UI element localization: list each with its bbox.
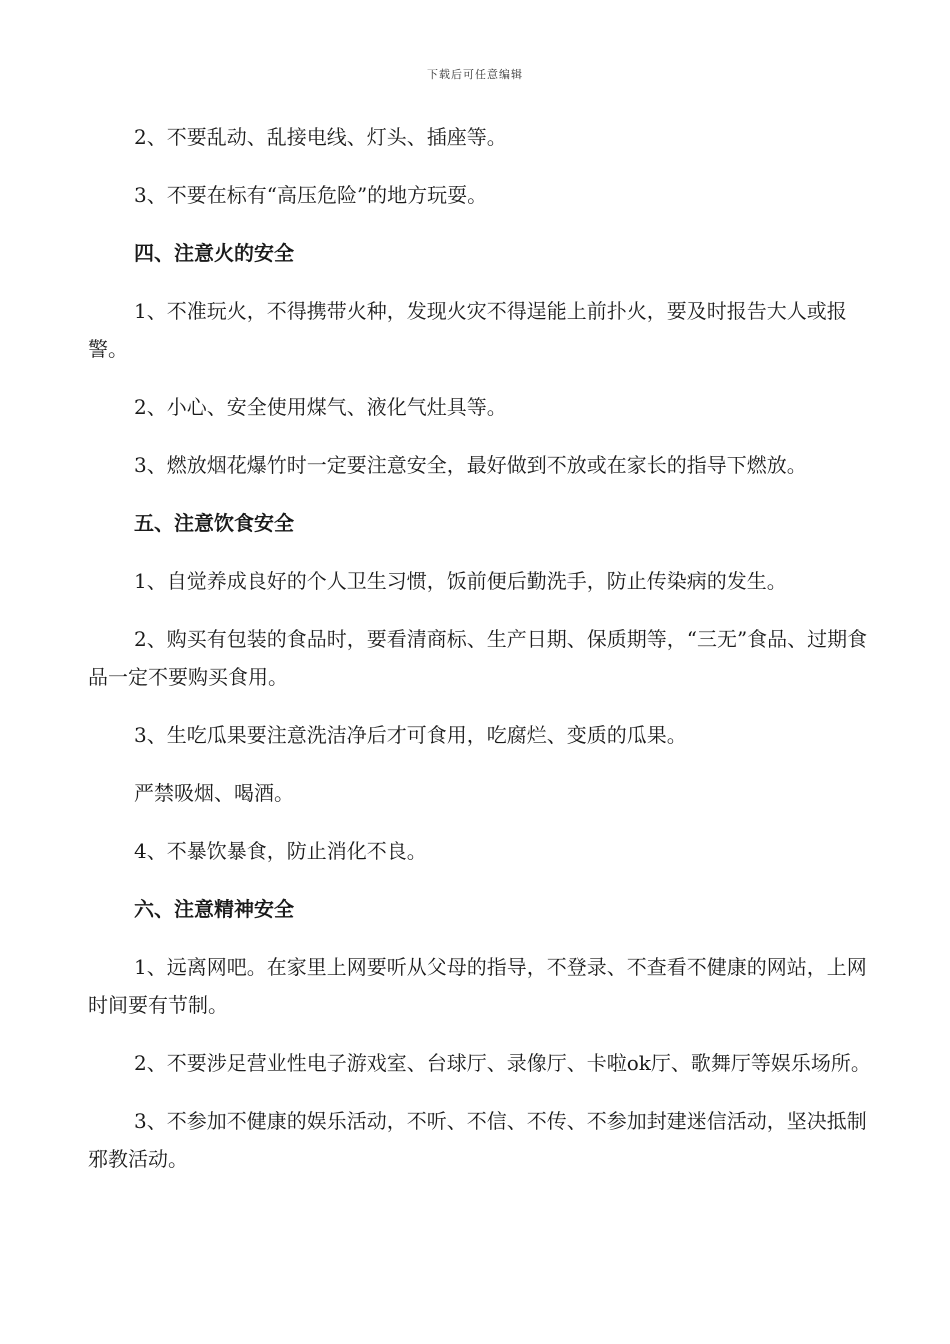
paragraph: 严禁吸烟、喝酒。 [134,781,294,805]
document-body [88,118,878,1198]
paragraph: 2、购买有包装的食品时，要看清商标、生产日期、保质期等，“三无”食品、过期食品一定不要购买食用。 [88,627,868,689]
section-heading: 四、注意火的安全 [134,241,294,265]
paragraph: 2、小心、安全使用煤气、液化气灶具等。 [134,395,507,419]
paragraph: 1、自觉养成良好的个人卫生习惯，饭前便后勤洗手，防止传染病的发生。 [134,569,787,593]
paragraph: 1、远离网吧。在家里上网要听从父母的指导，不登录、不查看不健康的网站，上网时间要有节制。 [88,955,867,1017]
section-heading: 六、注意精神安全 [134,897,294,921]
page-header: 下载后可任意编辑 [427,68,523,81]
paragraph: 3、燃放烟花爆竹时一定要注意安全，最好做到不放或在家长的指导下燃放。 [134,453,807,477]
paragraph: 3、不要在标有“高压危险”的地方玩耍。 [134,183,488,207]
paragraph: 3、生吃瓜果要注意洗洁净后才可食用，吃腐烂、变质的瓜果。 [134,723,687,747]
section-heading: 五、注意饮食安全 [134,511,294,535]
paragraph: 2、不要乱动、乱接电线、灯头、插座等。 [134,125,507,149]
paragraph: 2、不要涉足营业性电子游戏室、台球厅、录像厅、卡啦ok厅、歌舞厅等娱乐场所。 [134,1051,871,1075]
paragraph: 1、不准玩火，不得携带火种，发现火灾不得逞能上前扑火，要及时报告大人或报警。 [88,299,847,361]
paragraph: 3、不参加不健康的娱乐活动，不听、不信、不传、不参加封建迷信活动，坚决抵制邪教活动。 [88,1109,867,1171]
paragraph: 4、不暴饮暴食，防止消化不良。 [134,839,427,863]
